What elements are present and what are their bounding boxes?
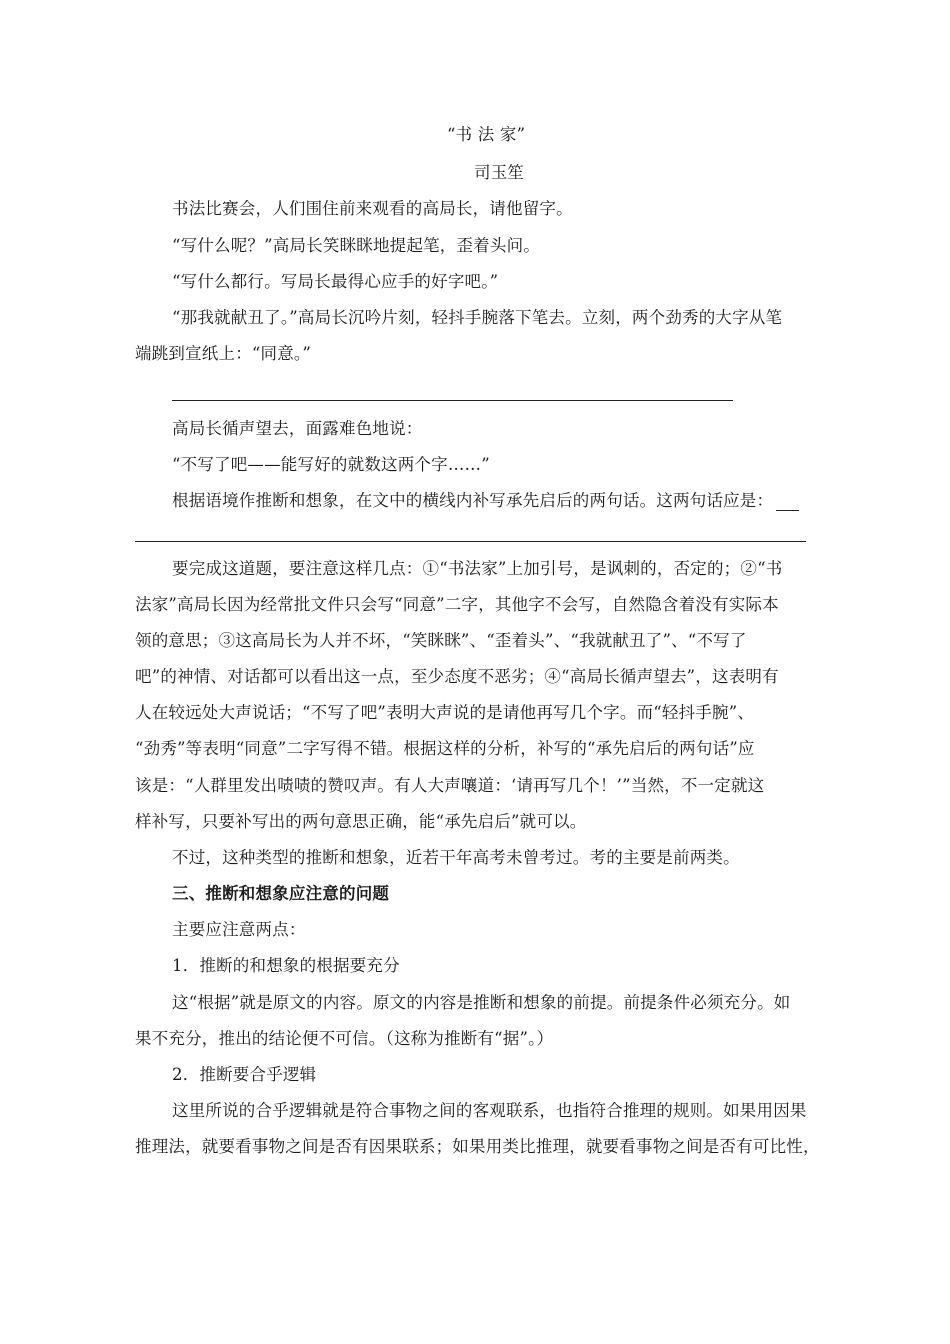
analysis-paragraph: 领的意思；③这高局长为人并不坏，“笑眯眯”、“歪着头”、“我就献丑了”、“不写了 xyxy=(135,631,747,650)
point2-heading: 2．推断要合乎逻辑 xyxy=(172,1065,317,1084)
note-paragraph: 不过，这种类型的推断和想象，近若干年高考未曾考过。考的主要是前两类。 xyxy=(172,848,740,867)
analysis-paragraph: 该是：“人群里发出啧啧的赞叹声。有人大声嚷道：‘请再写几个！’”当然，不一定就这 xyxy=(135,776,765,795)
analysis-paragraph: 样补写，只要补写出的两句意思正确，能“承先启后”就可以。 xyxy=(135,812,587,831)
section-heading: 三、推断和想象应注意的问题 xyxy=(172,884,390,903)
story-paragraph: “不写了吧——能写好的就数这两个字……” xyxy=(172,455,490,474)
story-paragraph: 端跳到宣纸上：“同意。” xyxy=(135,344,312,363)
story-title: “书 法 家” xyxy=(447,125,526,144)
story-paragraph: “那我就献丑了。”高局长沉吟片刻，轻抖手腕落下笔去。立刻，两个劲秀的大字从笔 xyxy=(172,308,783,327)
point1-heading: 1．推断的和想象的根据要充分 xyxy=(172,956,400,975)
story-paragraph: “写什么呢？”高局长笑眯眯地提起笔，歪着头问。 xyxy=(172,236,540,255)
point2-paragraph: 这里所说的合乎逻辑就是符合事物之间的客观联系，也指符合推理的规则。如果用因果 xyxy=(172,1101,807,1120)
analysis-paragraph: 吧”的神情、对话都可以看出这一点，至少态度不恶劣；④“高局长循声望去”，这表明有 xyxy=(135,667,779,686)
answer-blank-short xyxy=(776,510,799,511)
section-intro: 主要应注意两点： xyxy=(172,920,306,939)
story-paragraph: 书法比赛会，人们围住前来观看的高局长，请他留字。 xyxy=(172,199,573,218)
analysis-paragraph: 要完成这道题，要注意这样几点：①“书法家”上加引号，是讽刺的，否定的；②“书 xyxy=(172,559,783,578)
story-author: 司玉笙 xyxy=(474,163,525,182)
analysis-paragraph: 人在较远处大声说话；“不写了吧”表明大声说的是请他再写几个字。而“轻抖手腕”、 xyxy=(135,703,755,722)
analysis-paragraph: 法家”高局长因为经常批文件只会写“同意”二字，其他字不会写，自然隐含着没有实际本 xyxy=(135,595,779,614)
question-text: 根据语境作推断和想象，在文中的横线内补写承先启后的两句话。这两句话应是： xyxy=(172,491,774,510)
fill-in-blank-line xyxy=(172,400,733,401)
story-paragraph: 高局长循声望去，面露难色地说： xyxy=(172,419,423,438)
story-paragraph: “写什么都行。写局长最得心应手的好字吧。” xyxy=(172,272,499,291)
point2-paragraph: 推理法，就要看事物之间是否有因果联系；如果用类比推理，就要看事物之间是否有可比性， xyxy=(135,1137,820,1156)
analysis-paragraph: “劲秀”等表明“同意”二字写得不错。根据这样的分析，补写的“承先启后的两句话”应 xyxy=(135,739,755,758)
point1-paragraph: 这“根据”就是原文的内容。原文的内容是推断和想象的前提。前提条件必须充分。如 xyxy=(172,993,791,1012)
answer-blank-line xyxy=(135,541,806,542)
point1-paragraph: 果不充分，推出的结论便不可信。（这称为推断有“据”。） xyxy=(135,1029,554,1048)
